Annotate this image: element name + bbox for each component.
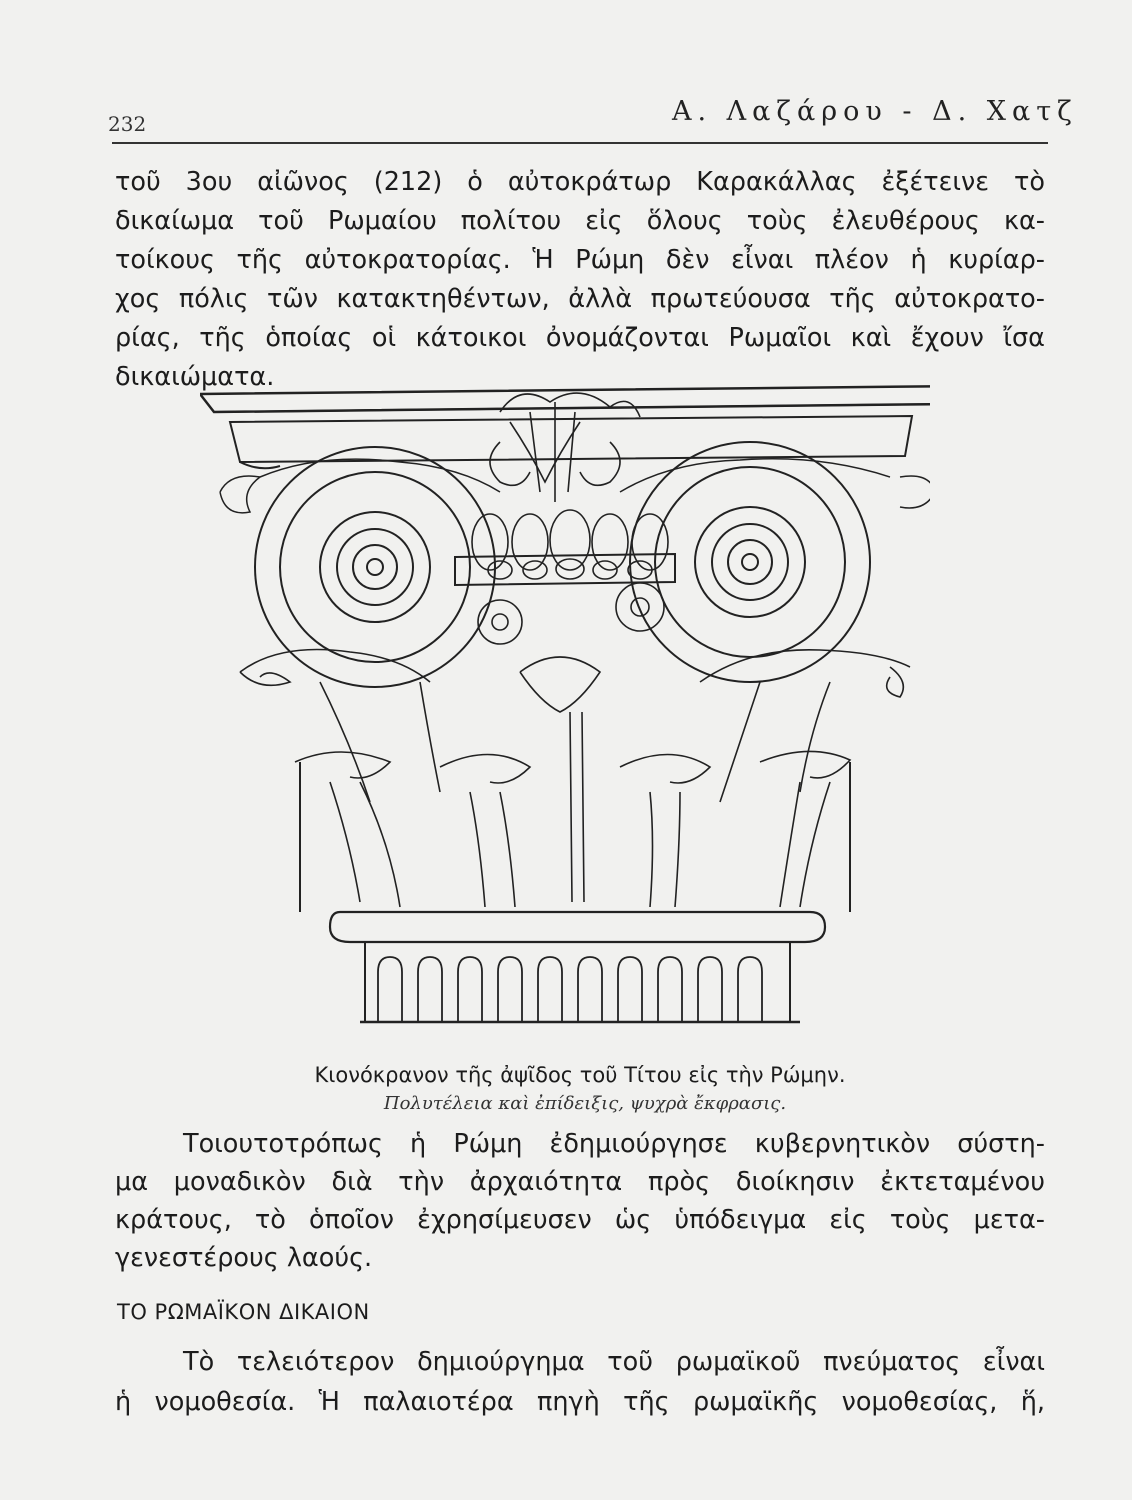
text-line: γενεστέρους λαούς.: [115, 1243, 373, 1273]
text-line: τοῦ 3ου αἰῶνος (212) ὁ αὐτοκράτωρ Καρακάλλας ἐξέτεινε τὸ: [115, 167, 1045, 197]
paragraph-1: [115, 163, 1045, 397]
figure-subcaption: Πολυτέλεια καὶ ἐπίδειξις, ψυχρὰ ἔκφρασις.: [383, 1093, 787, 1114]
running-head: Α. Λαζάρου - Δ. Χατζ: [672, 96, 1078, 127]
text-line: ἡ νομοθεσία. Ἡ παλαιοτέρα πηγὴ τῆς ρωμαϊκῆς νομοθεσίας, ἥ,: [115, 1387, 1045, 1417]
page-number: 232: [108, 112, 147, 136]
corinthian-capital-illustration: [200, 382, 930, 1052]
text-line: χος πόλις τῶν κατακτηθέντων, ἀλλὰ πρωτεύουσα τῆς αὐτοκρατο-: [115, 284, 1045, 314]
figure-caption: Κιονόκρανον τῆς ἀψῖδος τοῦ Τίτου εἰς τὴν Ρώμην.: [314, 1063, 846, 1087]
text-line: Τοιουτοτρόπως ἡ Ρώμη ἐδημιούργησε κυβερνητικὸν σύστη-: [183, 1129, 1045, 1159]
text-line: δικαίωμα τοῦ Ρωμαίου πολίτου εἰς ὅλους τοὺς ἐλευθέρους κα-: [115, 206, 1045, 236]
paragraph-3: [115, 1342, 1045, 1422]
text-line: τοίκους τῆς αὐτοκρατορίας. Ἡ Ρώμη δὲν εἶναι πλέον ἡ κυρίαρ-: [115, 245, 1045, 275]
text-line: μα μοναδικὸν διὰ τὴν ἀρχαιότητα πρὸς διοίκησιν ἐκτεταμένου: [115, 1167, 1045, 1197]
text-line: ρίας, τῆς ὁποίας οἱ κάτοικοι ὀνομάζονται Ρωμαῖοι καὶ ἔχουν ἴσα: [115, 323, 1045, 353]
text-line: δικαιώματα.: [115, 362, 275, 392]
section-heading: ΤΟ ΡΩΜΑΪΚΟΝ ΔΙΚΑΙΟΝ: [117, 1300, 370, 1324]
header-rule: [112, 142, 1048, 144]
paragraph-2: [115, 1125, 1045, 1277]
text-line: Τὸ τελειότερον δημιούργημα τοῦ ρωμαϊκοῦ πνεύματος εἶναι: [183, 1347, 1045, 1377]
text-line: κράτους, τὸ ὁποῖον ἐχρησίμευσεν ὡς ὑπόδειγμα εἰς τοὺς μετα-: [115, 1205, 1045, 1235]
